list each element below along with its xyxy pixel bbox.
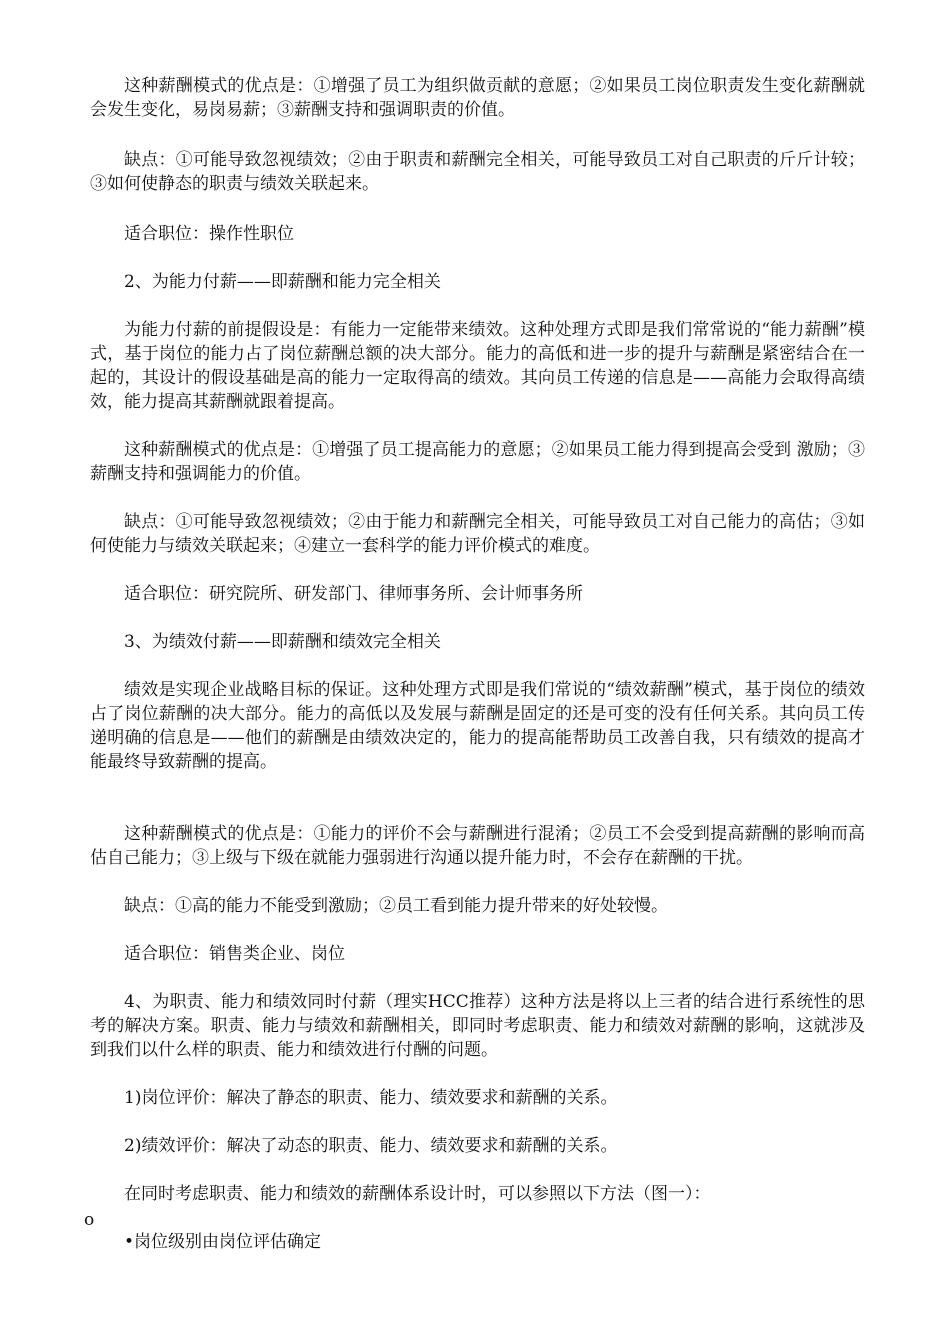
paragraph-8-suitable-ability: 适合职位：研究院所、研发部门、律师事务所、会计师事务所 xyxy=(124,584,583,604)
bullet-job-level: •岗位级别由岗位评估确定 xyxy=(124,1232,322,1252)
paragraph-11-advantages-performance: 这种薪酬模式的优点是：①能力的评价不会与薪酬进行混淆；②员工不会受到提高薪酬的影响而高估自己能力；③上级与下级在就能力强弱进行沟通以提升能力时，不会存在薪酬的干扰。 xyxy=(90,824,865,868)
paragraph-3-suitable-duty: 适合职位：操作性职位 xyxy=(124,224,294,244)
paragraph-2-disadvantages-duty: 缺点：①可能导致忽视绩效；②由于职责和薪酬完全相关，可能导致员工对自己职责的斤斤计较；③如何使静态的职责与绩效关联起来。 xyxy=(90,150,865,194)
paragraph-7-disadvantages-ability: 缺点：①可能导致忽视绩效；②由于能力和薪酬完全相关，可能导致员工对自己能力的高估；③如何使能力与绩效关联起来；④建立一套科学的能力评价模式的难度。 xyxy=(90,512,865,556)
paragraph-10-performance-intro: 绩效是实现企业战略目标的保证。这种处理方式即是我们常说的“绩效薪酬”模式，基于岗位的绩效占了岗位薪酬的决大部分。能力的高低以及发展与薪酬是固定的还是可变的没有任何关系。其向员工传递明确的信息是——他们的薪酬是由绩效决定的，能力的提高能帮助员工改善自我，只有绩效的提高才能最终导致薪酬的提高。 xyxy=(90,680,865,772)
paragraph-6-advantages-ability: 这种薪酬模式的优点是：①增强了员工提高能力的意愿；②如果员工能力得到提高会受到 激励；③薪酬支持和强调能力的价值。 xyxy=(90,440,865,484)
paragraph-13-suitable-performance: 适合职位：销售类企业、岗位 xyxy=(124,944,345,964)
heading-pay-for-performance: 3、为绩效付薪——即薪酬和绩效完全相关 xyxy=(124,632,441,652)
paragraph-17-design-method: 在同时考虑职责、能力和绩效的薪酬体系设计时，可以参照以下方法（图一）： xyxy=(124,1184,711,1204)
paragraph-16-performance-evaluation: 2)绩效评价：解决了动态的职责、能力、绩效要求和薪酬的关系。 xyxy=(124,1136,618,1156)
paragraph-15-job-evaluation: 1)岗位评价：解决了静态的职责、能力、绩效要求和薪酬的关系。 xyxy=(124,1088,618,1108)
stray-mark: o xyxy=(84,1210,95,1230)
paragraph-14-combined-pay: 4、为职责、能力和绩效同时付薪（理实HCC推荐）这种方法是将以上三者的结合进行系统性的思考的解决方案。职责、能力与绩效和薪酬相关，即同时考虑职责、能力和绩效对薪酬的影响，这就涉及到我们以什么样的职责、能力和绩效进行付酬的问题。 xyxy=(90,992,865,1060)
heading-pay-for-ability: 2、为能力付薪——即薪酬和能力完全相关 xyxy=(124,272,441,292)
paragraph-5-ability-intro: 为能力付薪的前提假设是：有能力一定能带来绩效。这种处理方式即是我们常常说的“能力薪酬”模式，基于岗位的能力占了岗位薪酬总额的决大部分。能力的高低和进一步的提升与薪酬是紧密结合在一起的，其设计的假设基础是高的能力一定取得高的绩效。其向员工传递的信息是——高能力会取得高绩效，能力提高其薪酬就跟着提高。 xyxy=(90,320,865,412)
paragraph-12-disadvantages-performance: 缺点：①高的能力不能受到激励；②员工看到能力提升带来的好处较慢。 xyxy=(124,896,668,916)
paragraph-1-advantages-duty: 这种薪酬模式的优点是：①增强了员工为组织做贡献的意愿；②如果员工岗位职责发生变化薪酬就会发生变化，易岗易薪；③薪酬支持和强调职责的价值。 xyxy=(90,76,865,120)
